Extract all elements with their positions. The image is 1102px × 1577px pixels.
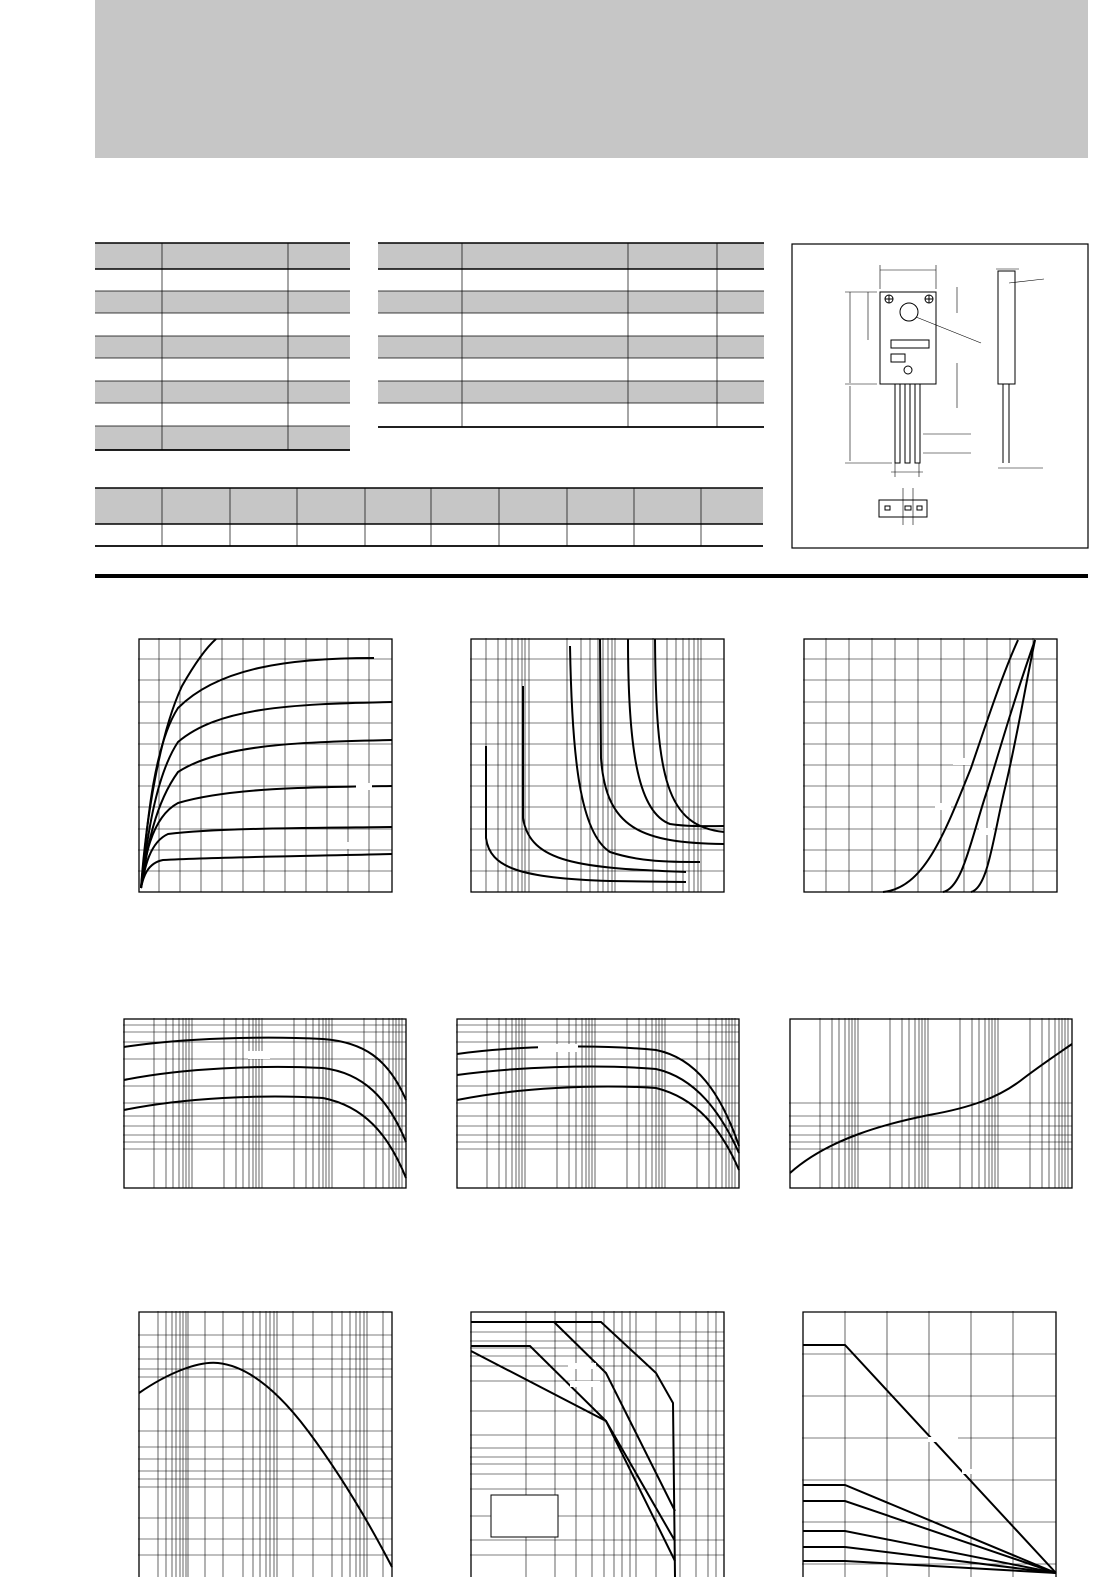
graph-frame (139, 1312, 392, 1577)
graph-r1-c2 (470, 638, 726, 895)
graph-label-mask (538, 1044, 578, 1052)
curve-4 (600, 639, 724, 844)
curve-2 (141, 658, 374, 888)
classification-table-header-shading (95, 488, 763, 524)
graph-grid (470, 638, 724, 892)
graph-frame (471, 639, 724, 892)
characteristics-table-shading (378, 243, 764, 403)
graph-inset-box (491, 1495, 558, 1537)
characteristics-table (378, 242, 766, 432)
curve-1 (139, 1363, 392, 1567)
package-outline-drawing (791, 243, 1090, 550)
ratings-table (95, 242, 351, 454)
graph-r2-c1 (123, 1018, 408, 1191)
graph-grid (803, 638, 1057, 892)
package-side-view (996, 269, 1044, 468)
section-divider (95, 574, 1088, 578)
graph-label-mask (248, 1051, 270, 1059)
graph-grid (138, 1311, 392, 1577)
curve-5 (141, 786, 392, 888)
graph-r2-c2 (456, 1018, 742, 1191)
graph-frame (804, 639, 1057, 892)
graph-label-masks (568, 1363, 600, 1387)
graph-r2-c3 (789, 1018, 1075, 1191)
graph-grid (802, 1311, 1056, 1577)
curve-4 (141, 740, 392, 888)
graph-grid (789, 1018, 1072, 1188)
package-lead-end-view (879, 488, 927, 525)
curve-1 (803, 1345, 1056, 1573)
graph-r1-c3 (803, 638, 1060, 895)
curve-3 (554, 1322, 675, 1511)
graph-curves (141, 639, 392, 888)
graph-r3-c2 (470, 1311, 726, 1577)
package-outline-frame (792, 244, 1088, 548)
curve-6 (803, 1561, 1056, 1573)
package-front-view (845, 265, 981, 477)
curve-2 (943, 640, 1035, 892)
header-band (95, 0, 1088, 158)
curve-6 (655, 639, 724, 832)
graph-r1-c1 (138, 638, 394, 895)
graph-frame (803, 1312, 1056, 1577)
classification-table (95, 486, 766, 550)
curve-1 (883, 640, 1018, 892)
graph-r3-c3 (802, 1311, 1058, 1577)
graph-curves (803, 1345, 1056, 1573)
graph-r3-c1 (138, 1311, 394, 1577)
graph-curves (471, 1322, 675, 1577)
graph-curves (883, 640, 1035, 892)
ratings-table-shading (95, 243, 350, 450)
graph-grid (456, 1018, 739, 1188)
curve-3 (803, 1501, 1056, 1573)
